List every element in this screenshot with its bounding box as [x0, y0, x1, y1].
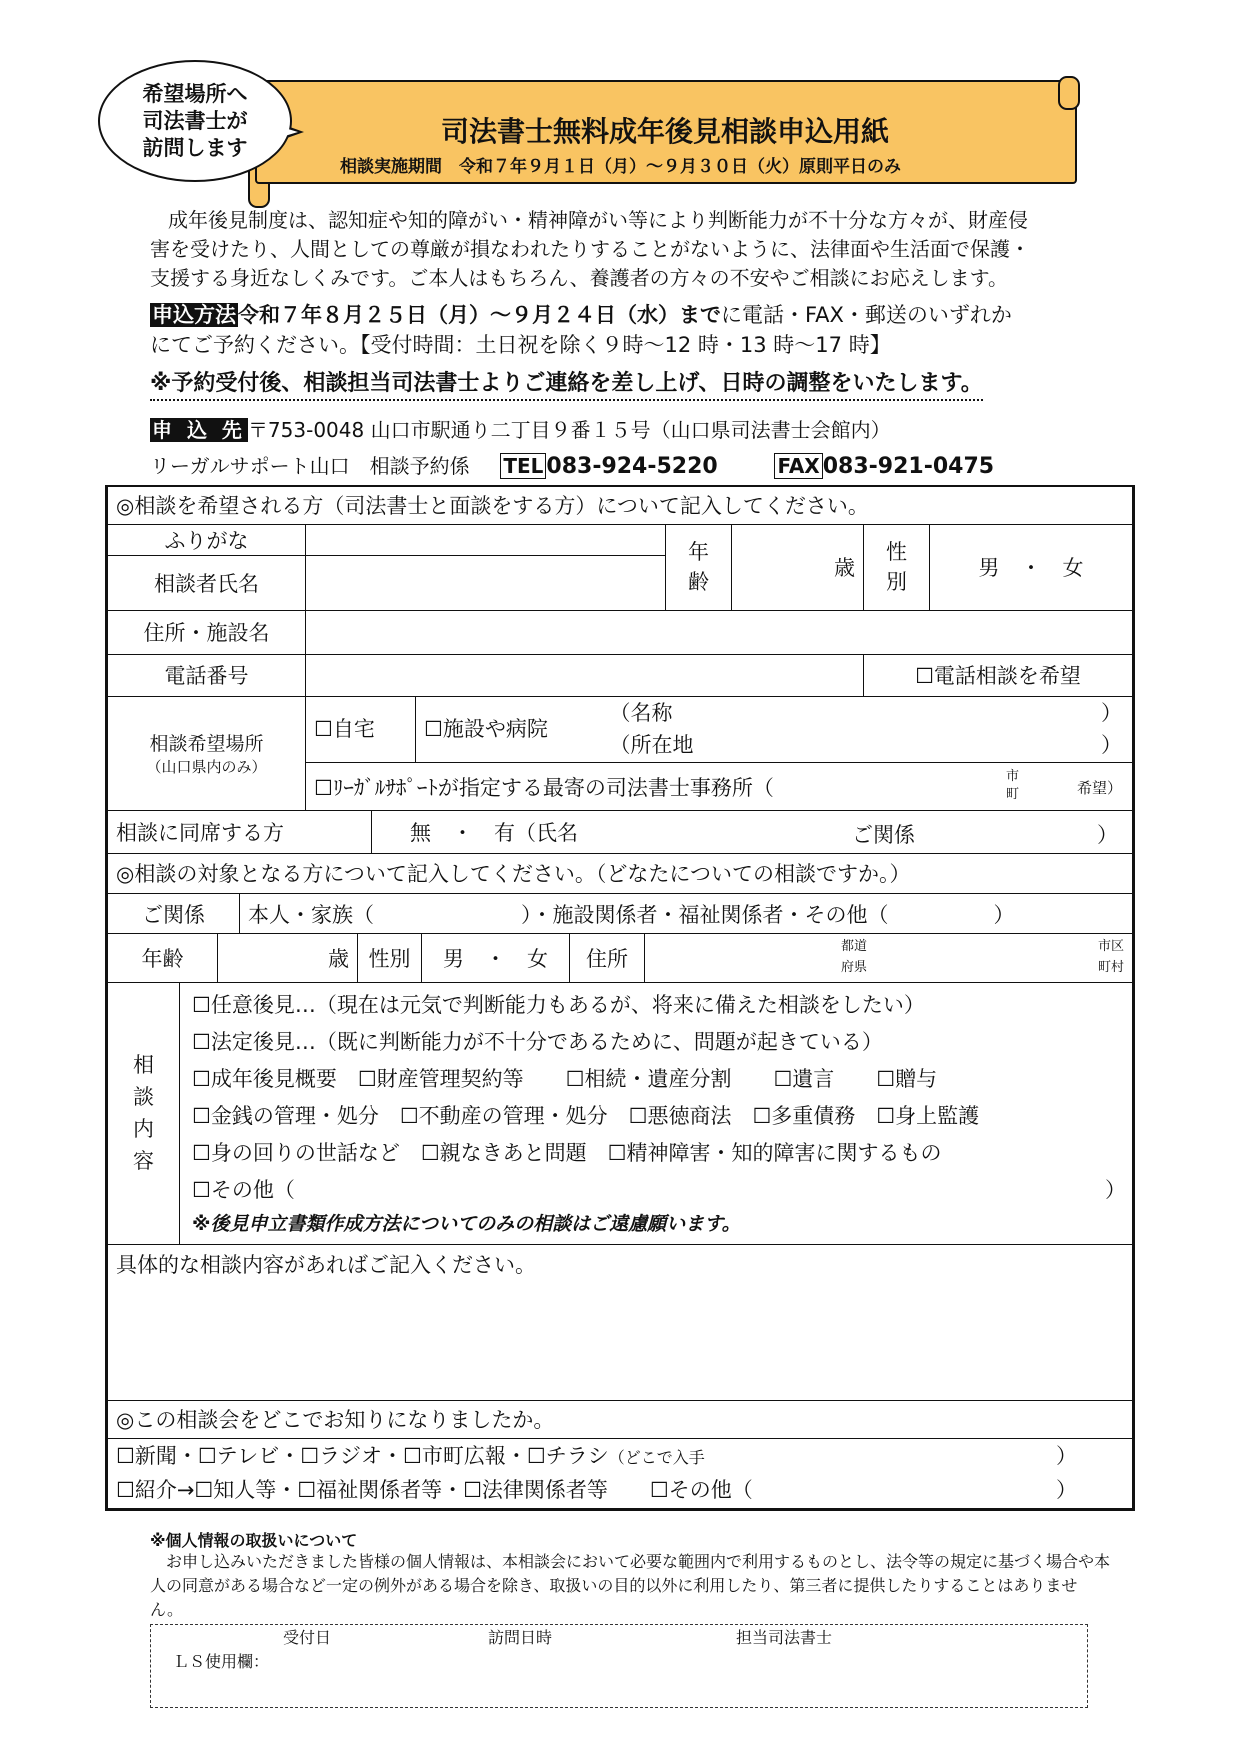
intro-line: 支援する身近なしくみです。ご本人はもちろん、養護者の方々の不安やご相談にお応えします。 — [150, 266, 1008, 290]
applicant-name-field[interactable] — [306, 555, 666, 610]
address-label: 申 込 先 — [152, 418, 246, 442]
contact-line — [150, 450, 994, 479]
place-note: （山口県内のみ） — [146, 758, 267, 777]
phone-consult-checkbox[interactable]: ☐電話相談を希望 — [864, 654, 1133, 696]
privacy-body: お申し込みいただきました皆様の個人情報は、本相談会において必要な範囲内で利用するものとし、法令等の規定に基づく場合や本人の同意がある場合など一定の例外がある場合を除き、取扱いの目的以外に利用したり、第三者に提供したりすることはありません。 — [150, 1552, 1111, 1619]
content-other-row — [192, 1172, 1126, 1209]
age-label: 年 齢 — [666, 524, 732, 610]
place-home-checkbox[interactable]: ☐自宅 — [306, 697, 416, 763]
content-item[interactable]: ☐任意後見…（現在は元気で判断能力もあるが、将来に備えた相談をしたい） — [192, 993, 925, 1018]
ls-received: 受付日 — [283, 1628, 332, 1647]
bubble-line: 希望場所へ — [142, 81, 248, 106]
source-table — [107, 1401, 1133, 1510]
content-label-char: 容 — [133, 1149, 154, 1174]
age-field[interactable] — [732, 524, 864, 610]
place-label: 相談希望場所 — [149, 733, 264, 756]
content-table — [107, 983, 1133, 1246]
ls-label: ＬＳ使用欄： — [173, 1652, 270, 1671]
place-town: 町 — [1006, 787, 1020, 802]
tel-number[interactable]: 083-924-5220 — [546, 454, 718, 479]
source-row — [116, 1440, 1077, 1474]
accompany-none-option: 無 ・ 有（氏名 — [410, 820, 578, 845]
source-line1[interactable]: ☐新聞・☐テレビ・☐ラジオ・☐市町広報・☐チラシ — [116, 1444, 609, 1468]
age-unit: 歳 — [834, 556, 855, 580]
contact-org: リーガルサポート山口 相談予約係 — [150, 454, 470, 478]
place-ls-label: ☐ﾘｰｶﾞﾙｻﾎﾟｰﾄが指定する最寄の司法書士事務所（ — [314, 775, 774, 800]
target-address-field[interactable] — [645, 934, 1133, 982]
furigana-label: ふりがな — [108, 524, 306, 555]
place-name-label: （名称 — [609, 701, 673, 726]
place-table — [107, 697, 1133, 812]
detail-field[interactable] — [108, 1245, 1133, 1400]
source-options — [108, 1439, 1133, 1509]
page-title: 司法書士無料成年後見相談申込用紙 — [440, 115, 889, 148]
address-label: 住所・施設名 — [108, 610, 306, 654]
sex-options[interactable]: 男 ・ 女 — [930, 524, 1133, 610]
method-line2: にてご予約ください。【受付時間：土日祝を除く９時～12 時・13 時～17 時】 — [150, 333, 891, 357]
consultation-period: 相談実施期間 令和７年９月１日（月）～９月３０日（火）原則平日のみ — [340, 157, 901, 177]
paren: ） — [1101, 733, 1122, 758]
place-city: 市 — [1006, 769, 1020, 784]
content-item[interactable]: ☐成年後見概要 ☐財産管理契約等 ☐相続・遺産分割 ☐遺言 ☐贈与 — [192, 1067, 938, 1092]
city-label: 町村 — [1097, 960, 1124, 975]
paren: ） — [1105, 1178, 1126, 1203]
sex-label: 性 別 — [864, 524, 930, 610]
method-label: 申込方法 — [152, 303, 236, 327]
paren: ） — [1097, 823, 1118, 847]
pref-label: 都道 — [841, 939, 868, 954]
target-detail-table — [107, 934, 1133, 983]
target-age-field[interactable] — [218, 934, 358, 982]
source-line1-note: （どこで入手 — [608, 1448, 705, 1467]
target-sex-options[interactable]: 男 ・ 女 — [422, 934, 570, 982]
place-wish: 希望） — [1076, 779, 1122, 797]
paren: ） — [1056, 1444, 1077, 1468]
ls-visit: 訪問日時 — [488, 1628, 553, 1647]
accompany-table — [107, 811, 1133, 854]
content-label — [108, 983, 180, 1245]
content-label-char: 談 — [133, 1085, 154, 1110]
relation-label: ご関係 — [108, 894, 240, 934]
paren: ） — [1101, 701, 1122, 726]
application-method — [150, 300, 1120, 360]
content-item[interactable]: ☐その他（ — [192, 1178, 295, 1203]
detail-prompt: 具体的な相談内容があればご記入ください。 — [116, 1253, 536, 1277]
phone-label: 電話番号 — [108, 654, 306, 696]
applicant-table — [107, 487, 1133, 697]
bubble-line: 司法書士が — [142, 108, 248, 133]
privacy-title: ※個人情報の取扱いについて — [150, 1531, 358, 1550]
place-location-label: （所在地 — [609, 733, 694, 758]
target-age-unit: 歳 — [328, 946, 349, 971]
paren: ） — [1056, 1478, 1077, 1502]
target-table — [107, 854, 1133, 935]
phone-field[interactable] — [306, 654, 864, 696]
fax-number: 083-921-0475 — [822, 454, 995, 479]
banner-scroll-right — [1058, 76, 1080, 110]
target-address-label: 住所 — [570, 934, 645, 982]
content-item[interactable]: ☐法定後見…（既に判断能力が不十分であるために、問題が起きている） — [192, 1030, 883, 1055]
content-item[interactable]: ☐身の回りの世話など ☐親なきあと問題 ☐精神障害・知的障害に関するもの — [192, 1141, 942, 1166]
place-facility-detail — [606, 697, 1133, 763]
intro-text — [150, 206, 1110, 293]
address-line — [150, 414, 891, 443]
address-text: 〒753-0048 山口市駅通り二丁目９番１５号（山口県司法書士会館内） — [247, 418, 891, 442]
section-source-heading: ◎この相談会をどこでお知りになりましたか。 — [108, 1401, 1133, 1439]
content-label-char: 相 — [133, 1053, 154, 1078]
content-item[interactable]: ☐金銭の管理・処分 ☐不動産の管理・処分 ☐悪徳商法 ☐多重債務 ☐身上監護 — [192, 1104, 980, 1129]
ls-use-box — [150, 1624, 1088, 1708]
address-field[interactable] — [306, 610, 1133, 654]
furigana-field[interactable] — [306, 524, 666, 555]
city-label: 市区 — [1097, 939, 1124, 954]
pref-label: 府県 — [841, 960, 868, 975]
application-form — [105, 485, 1135, 1511]
intro-line: 成年後見制度は、認知症や知的障がい・精神障がい等により判断能力が不十分な方々が、財産侵 — [168, 208, 1028, 232]
fax-label: FAX — [774, 453, 822, 479]
relation-options[interactable]: 本人・家族（ ）・施設関係者・福祉関係者・その他（ ） — [240, 894, 1133, 934]
ls-scrivener: 担当司法書士 — [736, 1628, 833, 1647]
place-facility-checkbox[interactable]: ☐施設や病院 — [416, 697, 606, 763]
place-ls-checkbox[interactable] — [306, 763, 1133, 811]
bubble-line: 訪問します — [142, 135, 248, 160]
method-period: 令和７年８月２５日（月）～９月２４日（水）まで — [238, 303, 721, 327]
target-age-label: 年齢 — [108, 934, 218, 982]
source-row — [116, 1474, 1077, 1507]
accompany-relation: ご関係 — [852, 823, 915, 847]
target-sex-label: 性別 — [358, 934, 422, 982]
intro-line: 害を受けたり、人間としての尊厳が損なわれたりすることがないように、法律面や生活面で保護・ — [150, 237, 1030, 261]
content-options — [180, 983, 1133, 1245]
detail-table — [107, 1245, 1133, 1401]
accompany-label: 相談に同席する方 — [108, 811, 372, 853]
accompany-field[interactable] — [372, 811, 1133, 853]
section-applicant-heading: ◎相談を希望される方（司法書士と面談をする方）について記入してください。 — [108, 487, 1133, 524]
content-label-char: 内 — [133, 1117, 154, 1142]
applicant-name-label: 相談者氏名 — [108, 555, 306, 610]
method-rest: に電話・FAX・郵送のいずれか — [721, 303, 1012, 327]
notice-text: ※予約受付後、相談担当司法書士よりご連絡を差し上げ、日時の調整をいたします。 — [150, 366, 983, 401]
tel-label: TEL — [500, 453, 546, 479]
source-line2[interactable]: ☐紹介→☐知人等・☐福祉関係者等・☐法律関係者等 ☐その他（ — [116, 1478, 753, 1502]
place-label-cell — [108, 697, 306, 811]
section-target-heading: ◎相談の対象となる方について記入してください。（どなたについての相談ですか。） — [108, 854, 1133, 894]
content-note: ※後見申立書類作成方法についてのみの相談はご遠慮願います。 — [192, 1213, 741, 1236]
